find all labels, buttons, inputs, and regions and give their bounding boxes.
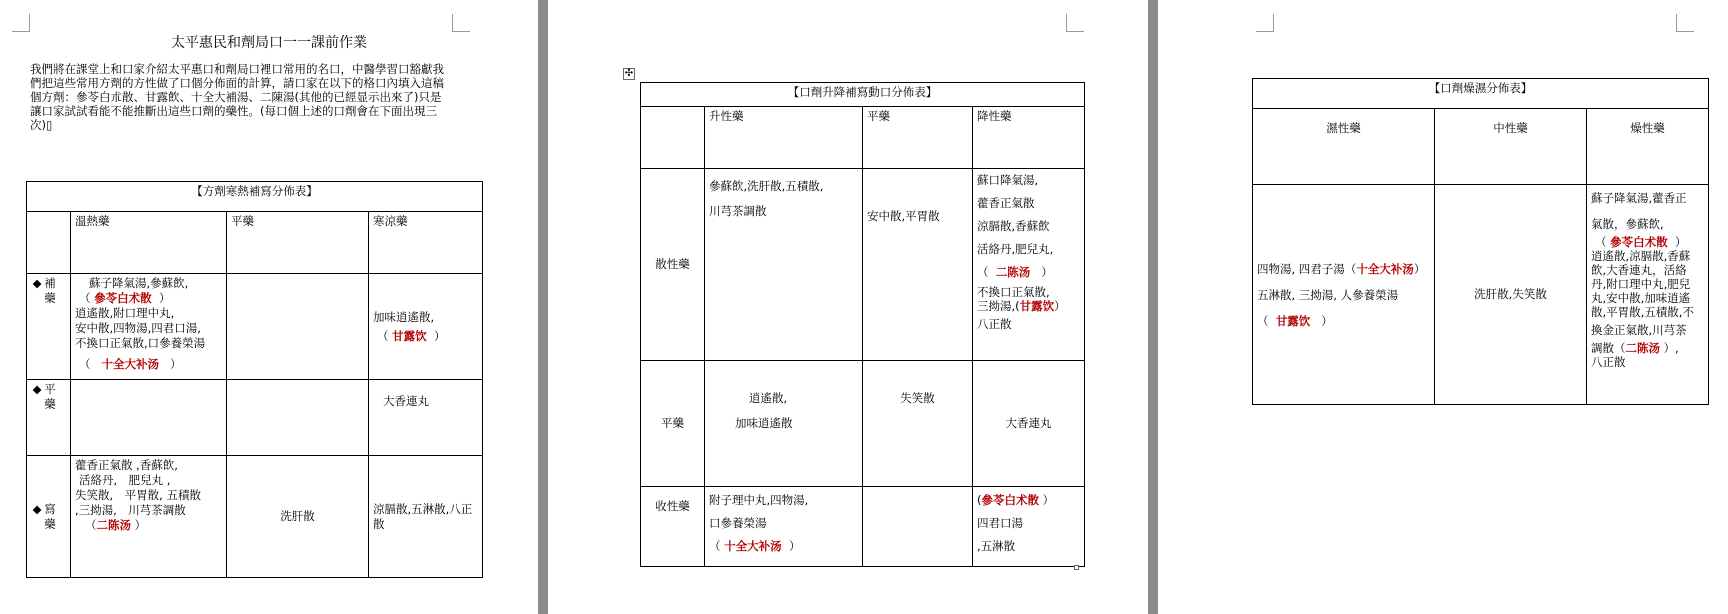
intro-text: 我們將在課堂上和口家介紹太平惠口和劑局口裡口常用的名口，中醫學習口豁獻我們把這些常用方劑的方性做了口個分佈面的計算，請口家在以下的格口內填入這稿個方劑：參苓白朮散、甘露飲、十全大補湯、二陳湯(其他的已經显示出來了)只是讓口家試試看能不能推斷出這些口劑的藥性。(每口個上述的口劑會在下面出現三次) [30,62,444,132]
ascend-descend-table [640,82,1085,567]
cell-line: 散,平胃散,五積散,不 [1591,305,1694,319]
row-label-text: 補藥 [44,276,56,305]
cell-neutral-neutral[interactable] [863,361,973,487]
header-ascend: 升性藥 [705,107,863,169]
paren-close: ） [1413,261,1426,276]
cell-line: 不換口正氣散, [977,285,1050,299]
cell-text: 大香連丸 [383,394,429,408]
table-caption: 【口劑燥濕分佈表】 [1253,79,1709,109]
cell-line: 藿香正氣散 [977,196,1035,210]
cell-line: ,五淋散 [977,539,1016,553]
crop-mark-top-left [12,14,30,32]
cell-text: 三拗湯,( [977,299,1020,313]
cell-line [1257,303,1430,329]
cell-astringe-neutral[interactable] [863,487,973,567]
table-caption: 【方劑寒熱補寫分佈表】 [27,182,483,212]
cell-line: 加味逍遙散, [373,309,435,324]
cell-line: 逍遙散,附口理中丸, [75,306,175,320]
cell-line: 不換口正氣散,口參養榮湯 [75,336,206,350]
paren-close: ） [1321,313,1333,328]
cell-line: 飲,大香連丸，活絡 [1591,263,1687,277]
answer-shiquan: 十全大补汤 [1356,261,1414,276]
cell-line: 蘇子降氣湯,藿香正 [1591,191,1687,205]
cell-text: 失笑散 [900,391,935,405]
header-neutral: 平藥 [863,107,973,169]
cell-line: 換金正氣散,川芎茶 [1591,323,1687,337]
cell-line: 安中散,四物湯,四君口湯, [75,321,201,335]
cell-purge-cold[interactable]: 涼膈散,五淋散,八正散 [369,456,483,578]
cell-disperse-descend[interactable] [973,169,1085,361]
cell-text: 安中散,平胃散 [867,209,940,223]
cell-tonic-cold[interactable] [369,274,483,380]
answer-shenling: 參苓白术散 [981,493,1039,507]
cell-line [75,291,222,306]
cell-purge-warm[interactable] [71,456,227,578]
paren-close: ） [169,357,182,371]
cell-line [709,531,858,554]
answer-erchen: 二陈汤 [1625,341,1660,355]
page-gap-2 [1148,0,1158,614]
cell-text: 大香連丸 [1005,416,1052,430]
header-wet: 濕性藥 [1253,109,1435,185]
table-move-handle-icon[interactable]: ✣ [624,68,634,79]
paren-open: （ [1344,261,1357,276]
cell-line: 五淋散, 三拗湯, 人參養榮湯 [1257,287,1399,302]
cell-line: 川芎茶調散 [709,204,767,218]
cell-text: 四物湯, 四君子湯 [1257,261,1345,276]
cell-neutral-neutral[interactable] [227,380,369,456]
paren-close: ） [1674,235,1687,249]
cell-line: 氣散，參蘇飲, [1591,217,1664,231]
answer-shiquan: 十全大补汤 [101,357,159,371]
cell-line: 口參養榮湯 [709,516,767,530]
table-resize-handle[interactable] [1074,565,1079,570]
crop-mark-top-left [1256,14,1274,32]
paren-open: （ [1257,313,1269,328]
answer-shiquan: 十全大补汤 [724,539,782,553]
paren-open: （ [977,265,989,279]
cell-line: 涼膈散,香蘇飲 [977,219,1050,233]
cell-line: ,三拗湯, 川芎茶調散 [75,503,186,517]
row-label-neutral [27,380,71,456]
cell-neutral-descend[interactable] [973,361,1085,487]
cell-tonic-warm[interactable] [71,274,227,380]
cell-neutral[interactable]: 洗肝散,失笑散 [1435,185,1587,405]
paragraph-end-mark: ▯ [46,118,53,132]
row-label-text: 寫藥 [44,501,56,531]
cell-line: 逍遙散,涼膈散,香蘇 [1591,249,1691,263]
row-label-text: 平藥 [44,382,56,411]
header-dry: 燥性藥 [1587,109,1709,185]
intro-paragraph [30,62,450,132]
crop-mark-top-right [1676,14,1694,32]
cell-line [977,493,1080,508]
cell-disperse-neutral[interactable] [863,169,973,361]
header-neutral: 平藥 [227,212,369,274]
paren-close: ）, [1663,341,1679,355]
page-gap-1 [538,0,548,614]
cell-neutral-ascend[interactable] [705,361,863,487]
cell-tonic-neutral[interactable] [227,274,369,380]
cell-line: 八正散 [977,317,1012,331]
dry-wet-table [1252,78,1709,405]
answer-ganlu: 甘露饮 [392,328,427,343]
paren-open: （ [709,539,721,553]
row-label-neutral: 平藥 [641,361,705,487]
paren-close: ） [158,291,171,305]
cell-line [75,351,222,372]
cell-astringe-descend[interactable] [973,487,1085,567]
cell-line [1591,337,1704,355]
cell-line [75,518,222,533]
spacer [709,194,858,204]
paren-close: ） [1041,265,1053,279]
paren-open: （ [85,518,97,532]
header-cold: 寒涼藥 [369,212,483,274]
crop-mark-top-right [1066,14,1084,32]
cell-line: 藿香正氣散 ,香蘇飲, [75,458,178,472]
header-descend: 降性藥 [973,107,1085,169]
header-warm: 溫熱藥 [71,212,227,274]
cell-purge-neutral[interactable]: 洗肝散 [227,456,369,578]
cell-line [1257,261,1430,277]
paren-close: ） [1042,493,1055,507]
cell-dry[interactable] [1587,185,1709,405]
paren-open: （ [1595,235,1607,249]
cell-line: 丸,安中散,加味逍遙 [1591,291,1691,305]
cell-line [977,299,1080,313]
paren-close: ） [1054,299,1066,313]
cell-wet[interactable] [1253,185,1435,405]
answer-shenling: 參苓白术散 [94,291,152,305]
paren-open: ( [977,493,982,507]
cell-line [373,325,478,344]
answer-erchen: 二陈汤 [96,518,131,532]
cell-line: 活絡丹, 肥兒丸 , [79,473,171,487]
cell-line: 逍遙散, [749,391,788,405]
answer-ganlu: 甘露饮 [1019,299,1055,313]
document-title: 太平惠民和劑局口一一課前作業 [171,35,367,51]
cell-neutral-cold[interactable] [369,380,483,456]
row-label-astringe: 收性藥 [641,487,705,567]
crop-mark-top-right [452,14,470,32]
cell-line: 蘇口降氣湯, [977,173,1039,187]
cell-line: 加味逍遙散 [735,416,793,430]
bullet-icon: ◆ [32,382,42,396]
paren-open: （ [79,357,91,371]
paren-close: ） [433,328,446,343]
table-caption: 【口劑升降補寫動口分佈表】 [641,83,1085,107]
cell-line: 丹,附口理中丸,肥兒 [1591,277,1691,291]
header-neutral: 中性藥 [1435,109,1587,185]
cell-astringe-ascend[interactable] [705,487,863,567]
header-corner [641,107,705,169]
cell-line [977,256,1080,279]
cell-line [1591,231,1704,249]
paren-close: ） [134,518,147,532]
paren-close: ） [788,539,801,553]
answer-erchen: 二陈汤 [995,265,1031,279]
document-page-1[interactable] [0,0,538,614]
row-label-disperse: 散性藥 [641,169,705,361]
cell-neutral-warm[interactable] [71,380,227,456]
bullet-icon: ◆ [32,501,42,516]
cell-line: 八正散 [1591,355,1626,369]
header-corner [27,212,71,274]
cell-line: 四君口湯 [977,516,1023,530]
answer-ganlu: 甘露饮 [1275,313,1311,328]
bullet-icon: ◆ [32,276,42,290]
answer-shenling: 參苓白术散 [1610,235,1668,249]
cell-text: 調散（ [1591,341,1626,355]
cell-line: 活絡丹,肥兒丸, [977,242,1054,256]
cold-heat-table [26,181,483,578]
cell-line: 蘇子降氣湯,參蘇飲, [89,276,189,290]
row-label-tonic [27,274,71,380]
row-label-purge [27,456,71,578]
cell-disperse-ascend[interactable] [705,169,863,361]
paren-open: （ [79,291,91,305]
cell-line: 附子理中丸,四物湯, [709,493,809,507]
cell-line: 參蘇飲,洗肝散,五積散, [709,179,824,193]
cell-line: 失笑散, 平胃散, 五積散 [75,488,201,502]
paren-open: （ [377,328,389,343]
